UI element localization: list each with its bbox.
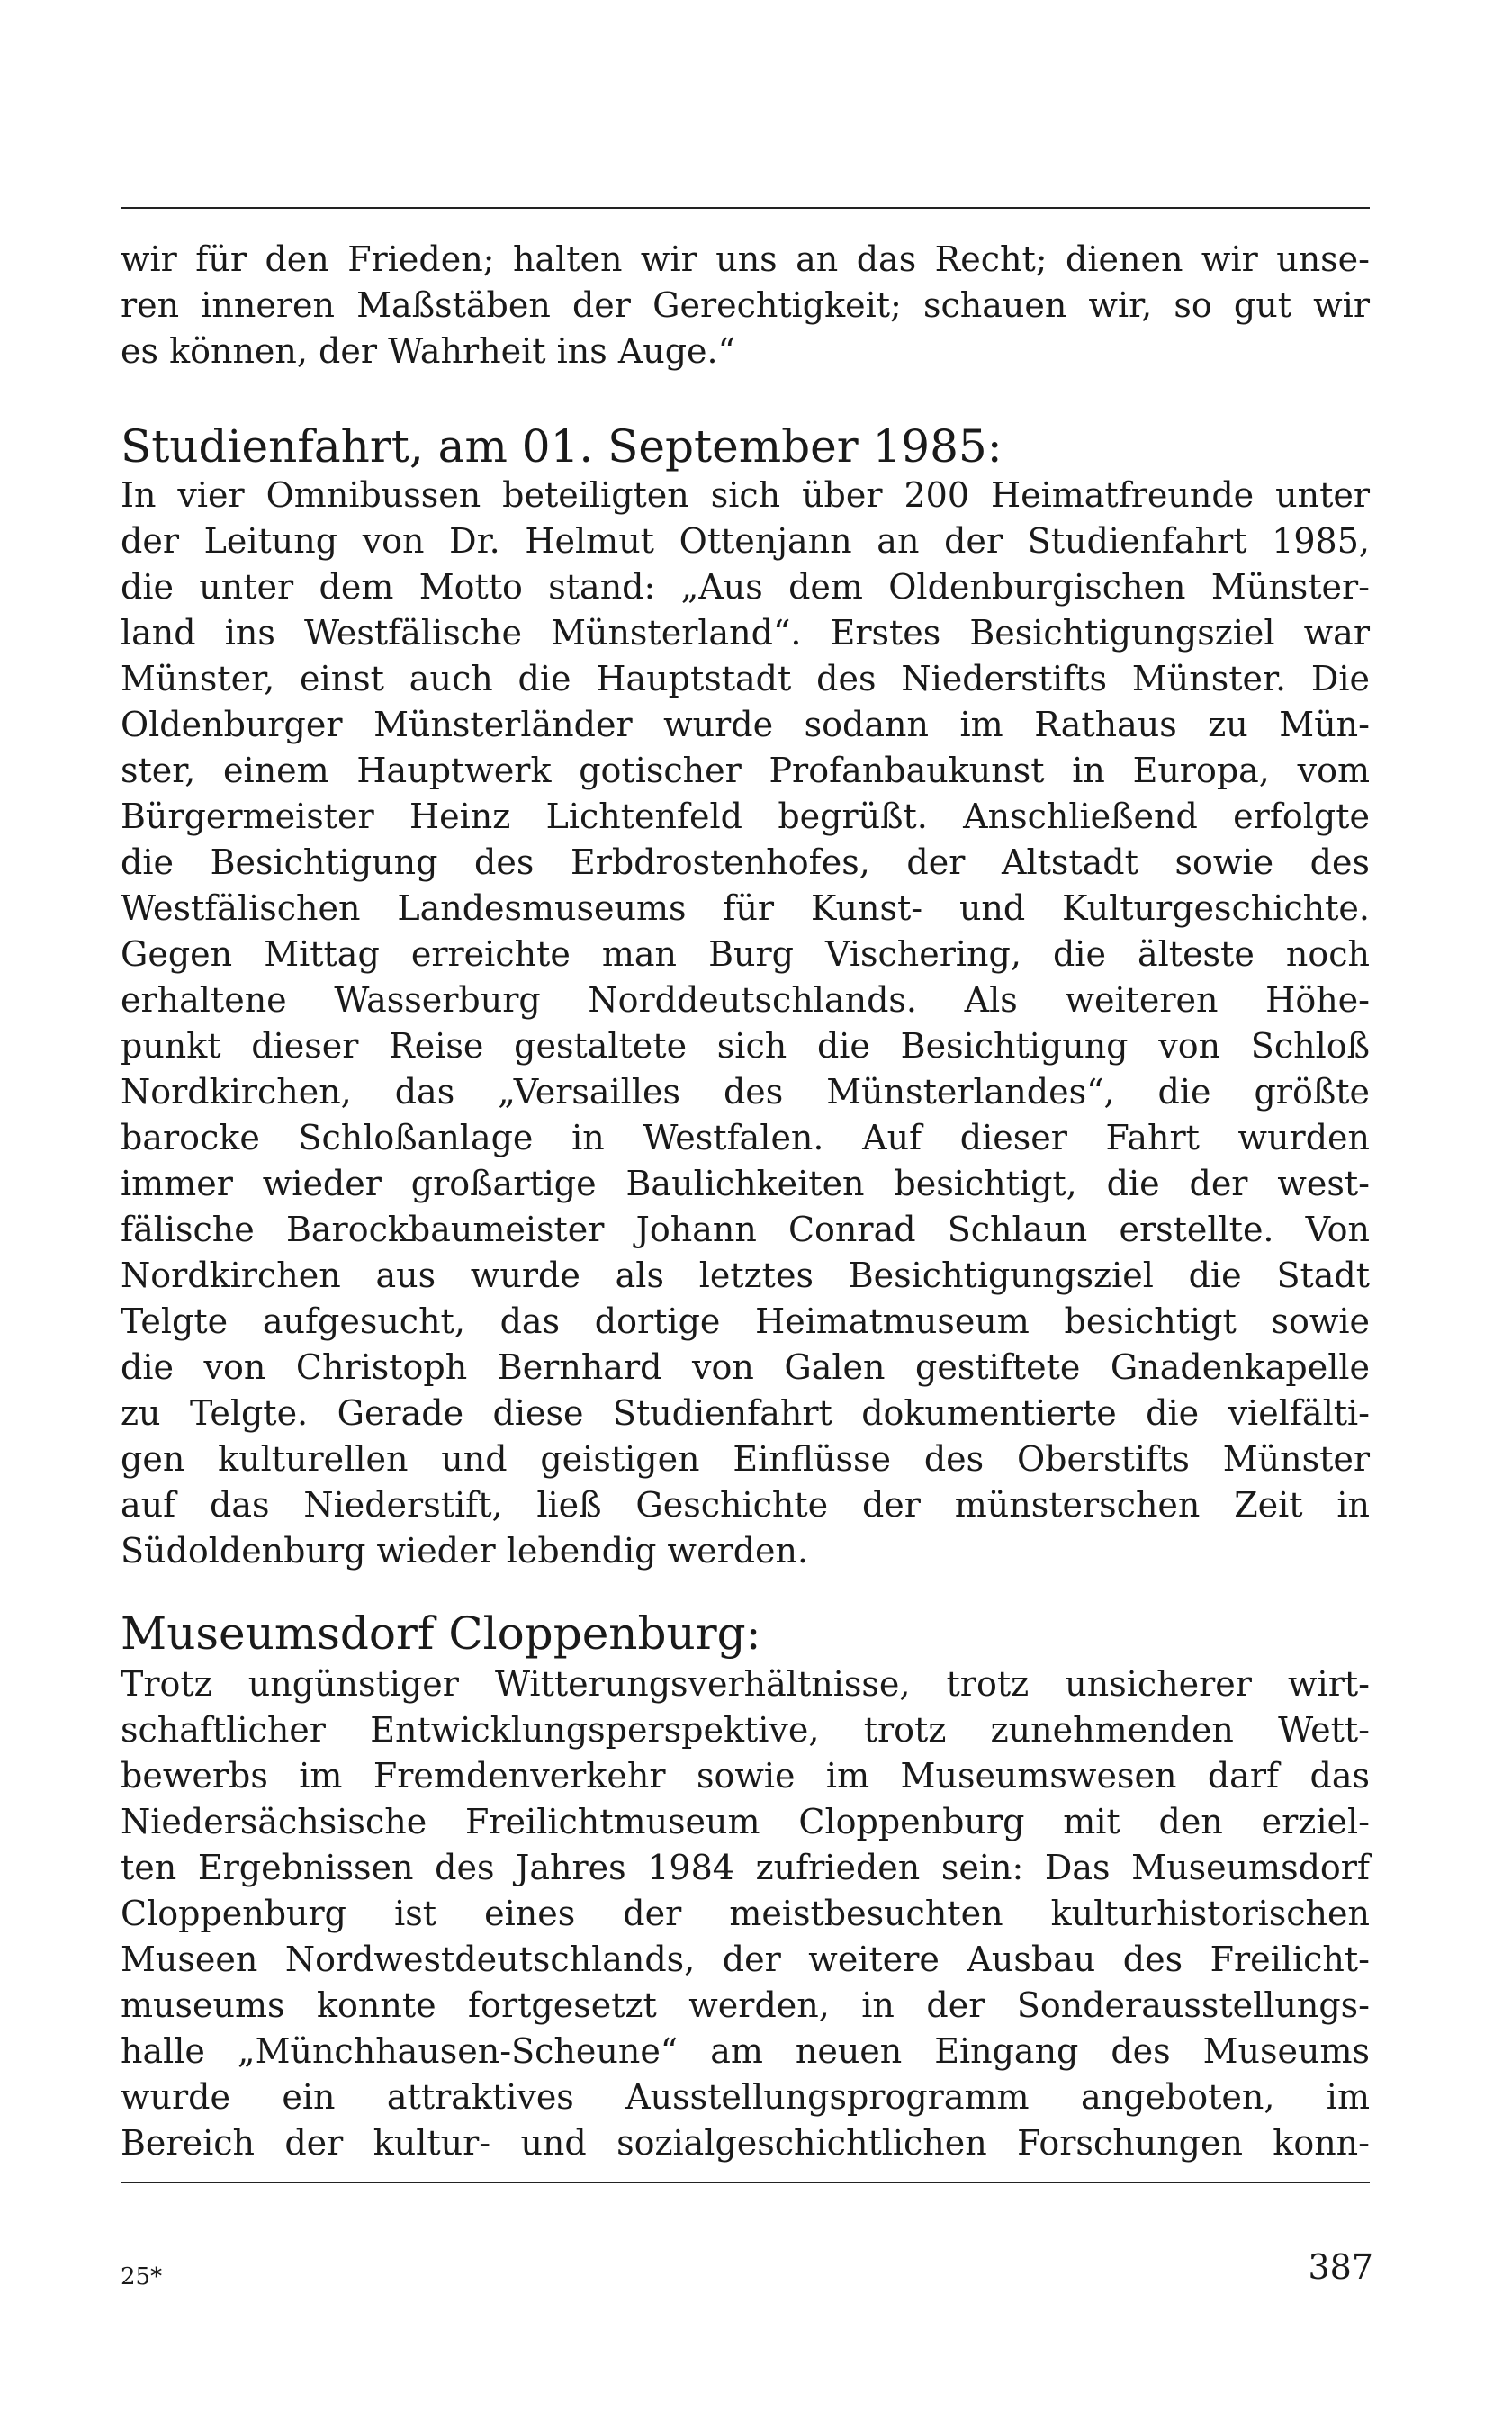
text-line: Telgte aufgesucht, das dortige Heimatmuseum besichtigt sowie (121, 1301, 1370, 1341)
intro-paragraph (121, 237, 1370, 374)
text-line: Niedersächsische Freilichtmuseum Cloppenburg mit den erziel- (121, 1802, 1370, 1841)
text-line: es können, der Wahrheit ins Auge.“ (121, 331, 736, 371)
text-line: ren inneren Maßstäben der Gerechtigkeit; schauen wir, so gut wir (121, 285, 1370, 325)
text-line: die von Christoph Bernhard von Galen gestiftete Gnadenkapelle (121, 1347, 1370, 1387)
signature-mark: 25* (121, 2264, 163, 2290)
text-line: wir für den Frieden; halten wir uns an das Recht; dienen wir unse- (121, 239, 1370, 279)
text-line: ten Ergebnissen des Jahres 1984 zufrieden sein: Das Museumsdorf (121, 1848, 1370, 1887)
section-heading-museumsdorf: Museumsdorf Cloppenburg: (121, 1607, 761, 1660)
text-line: die Besichtigung des Erbdrostenhofes, der Altstadt sowie des (121, 842, 1370, 882)
text-line: barocke Schloßanlage in Westfalen. Auf dieser Fahrt wurden (121, 1118, 1370, 1157)
museumsdorf-paragraph (121, 1661, 1370, 2166)
top-rule (121, 207, 1370, 209)
text-line: der Leitung von Dr. Helmut Ottenjann an der Studienfahrt 1985, (121, 521, 1370, 561)
text-line: gen kulturellen und geistigen Einflüsse des Oberstifts Münster (121, 1439, 1370, 1479)
text-line: Münster, einst auch die Hauptstadt des Niederstifts Münster. Die (121, 659, 1370, 698)
text-line: halle „Münchhausen-Scheune“ am neuen Eingang des Museums (121, 2031, 1370, 2071)
text-line: auf das Niederstift, ließ Geschichte der münsterschen Zeit in (121, 1485, 1370, 1525)
text-line: schaftlicher Entwicklungsperspektive, trotz zunehmenden Wett- (121, 1710, 1370, 1750)
text-line: ster, einem Hauptwerk gotischer Profanbaukunst in Europa, vom (121, 751, 1370, 790)
text-line: Trotz ungünstiger Witterungsverhältnisse, trotz unsicherer wirt- (121, 1664, 1370, 1704)
text-line: wurde ein attraktives Ausstellungsprogramm angeboten, im (121, 2077, 1370, 2117)
text-line: museums konnte fortgesetzt werden, in der Sonderausstellungs- (121, 1985, 1370, 2025)
text-line: Museen Nordwestdeutschlands, der weitere Ausbau des Freilicht- (121, 1940, 1370, 1979)
section-heading-studienfahrt: Studienfahrt, am 01. September 1985: (121, 420, 1003, 472)
studienfahrt-paragraph (121, 472, 1370, 1574)
text-line: Nordkirchen aus wurde als letztes Besichtigungsziel die Stadt (121, 1256, 1370, 1295)
text-line: Nordkirchen, das „Versailles des Münsterlandes“, die größte (121, 1072, 1370, 1112)
text-line: Bereich der kultur- und sozialgeschichtlichen Forschungen konn- (121, 2123, 1370, 2163)
text-line: Cloppenburg ist eines der meistbesuchten kulturhistorischen (121, 1894, 1370, 1933)
text-line: bewerbs im Fremdenverkehr sowie im Museumswesen darf das (121, 1756, 1370, 1796)
text-line: Gegen Mittag erreichte man Burg Vischering, die älteste noch (121, 934, 1370, 974)
text-line: Westfälischen Landesmuseums für Kunst- und Kulturgeschichte. (121, 888, 1370, 928)
text-line: land ins Westfälische Münsterland“. Erstes Besichtigungsziel war (121, 613, 1370, 652)
text-line: fälische Barockbaumeister Johann Conrad Schlaun erstellte. Von (121, 1210, 1370, 1249)
text-line: zu Telgte. Gerade diese Studienfahrt dokumentierte die vielfälti- (121, 1393, 1370, 1433)
text-line: Bürgermeister Heinz Lichtenfeld begrüßt. Anschließend erfolgte (121, 796, 1370, 836)
text-line: Oldenburger Münsterländer wurde sodann im Rathaus zu Mün- (121, 705, 1370, 744)
text-line: In vier Omnibussen beteiligten sich über 200 Heimatfreunde unter (121, 475, 1370, 515)
text-line: die unter dem Motto stand: „Aus dem Oldenburgischen Münster- (121, 567, 1370, 607)
text-line: punkt dieser Reise gestaltete sich die Besichtigung von Schloß (121, 1026, 1370, 1066)
bottom-rule (121, 2182, 1370, 2183)
page-number: 387 (1308, 2247, 1373, 2287)
text-line: erhaltene Wasserburg Norddeutschlands. Als weiteren Höhe- (121, 980, 1370, 1020)
text-line: Südoldenburg wieder lebendig werden. (121, 1531, 809, 1570)
text-line: immer wieder großartige Baulichkeiten besichtigt, die der west- (121, 1164, 1370, 1203)
